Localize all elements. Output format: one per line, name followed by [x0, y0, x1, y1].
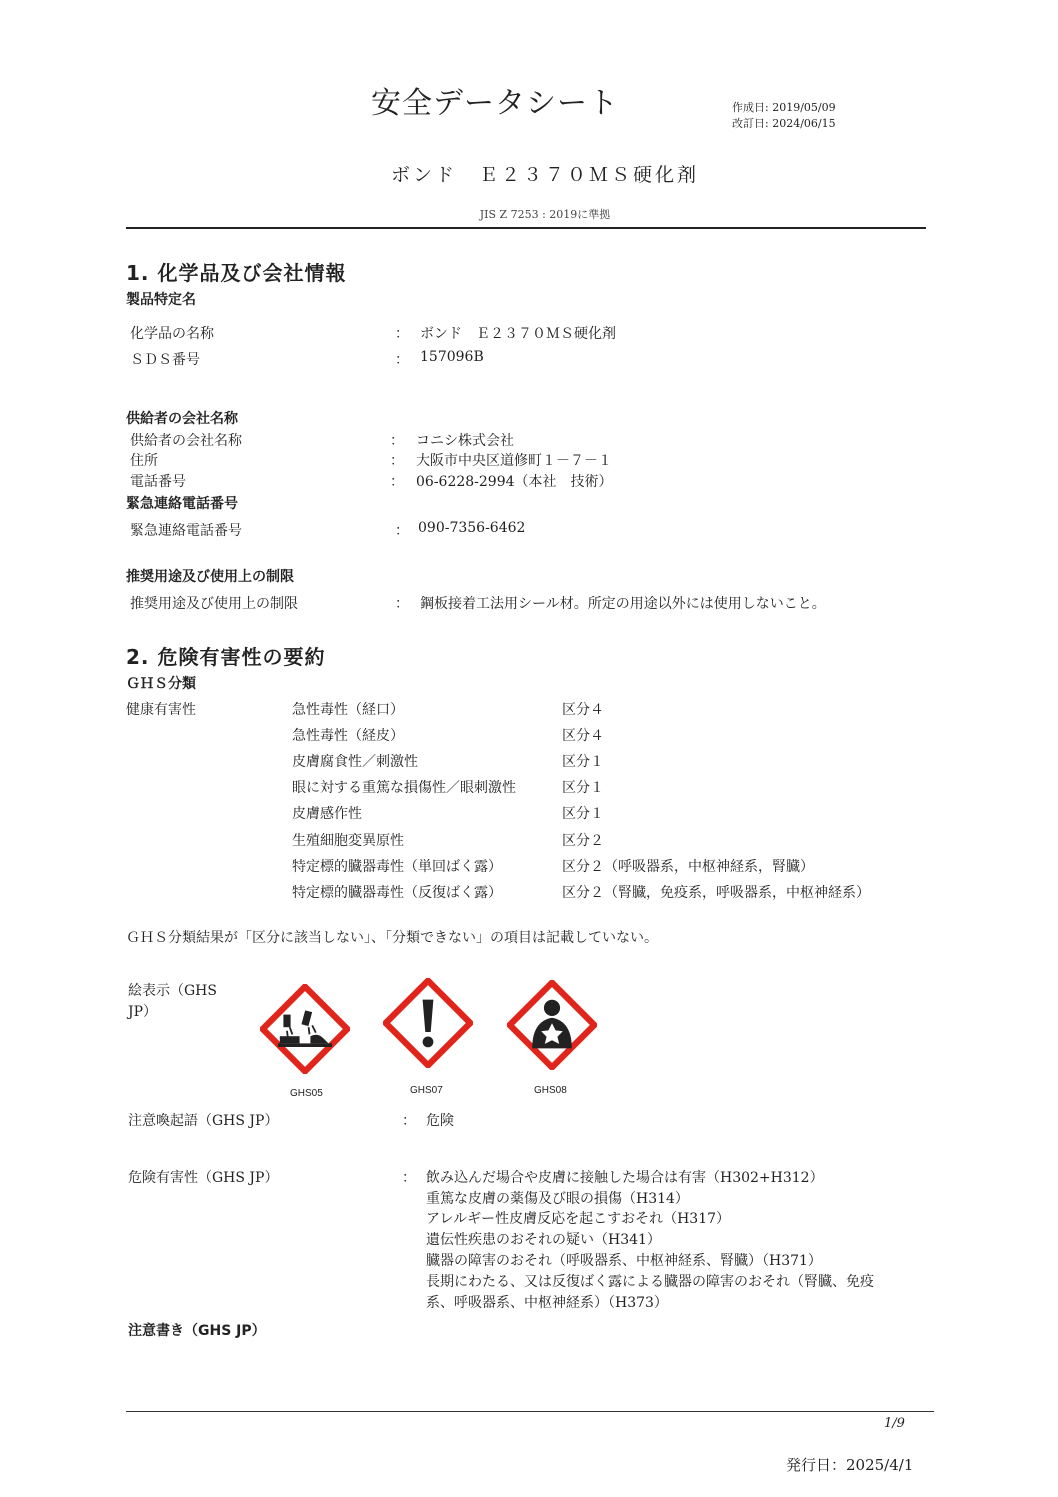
- hazard-class: 特定標的臓器毒性（反復ばく露）: [292, 885, 502, 901]
- hazard-statement: 重篤な皮膚の薬傷及び眼の損傷（H314）: [426, 1191, 689, 1207]
- hazard-category: 区分４: [562, 702, 604, 718]
- classification-note: ＧＨＳ分類結果が「区分に該当しない」、「分類できない」の項目は記載していない。: [126, 930, 658, 946]
- sds-number-label: ＳＤＳ番号: [130, 352, 200, 368]
- colon: ：: [395, 352, 409, 368]
- ghs08-health-hazard-icon: [507, 980, 597, 1070]
- product-name: ボンド Ｅ２３７０ＭＳ硬化剤: [390, 164, 699, 186]
- hazard-class: 急性毒性（経皮）: [292, 728, 404, 744]
- hazard-category: 区分１: [562, 754, 604, 770]
- hazard-class: 眼に対する重篤な損傷性／眼刺激性: [292, 780, 516, 796]
- ghs-classification-heading: ＧＨＳ分類: [126, 676, 196, 692]
- ghs07-label: GHS07: [410, 1085, 443, 1096]
- phone-value: 06-6228-2994（本社 技術）: [416, 474, 613, 490]
- ghs08-label: GHS08: [534, 1085, 567, 1096]
- section-2-heading: 2. 危険有害性の要約: [126, 645, 326, 669]
- supplier-heading: 供給者の会社名称: [126, 411, 238, 427]
- ghs07-exclamation-icon: [383, 978, 473, 1068]
- phone-label: 電話番号: [130, 474, 186, 490]
- hazard-category: 区分２（呼吸器系，中枢神経系，腎臓）: [562, 859, 814, 875]
- created-date: 作成日: 2019/05/09: [732, 101, 836, 114]
- hazard-statement: 系、呼吸器系、中枢神経系）（H373）: [426, 1295, 668, 1311]
- hazard-statements-label: 危険有害性（GHS JP）: [128, 1170, 279, 1186]
- hazard-class: 皮膚腐食性／刺激性: [292, 754, 418, 770]
- ghs05-label: GHS05: [290, 1088, 323, 1099]
- hazard-statement: 長期にわたる、又は反復ばく露による臓器の障害のおそれ（腎臓、免疫: [426, 1274, 874, 1290]
- recommended-use-heading: 推奨用途及び使用上の制限: [126, 569, 294, 585]
- hazard-statement: アレルギー性皮膚反応を起こすおそれ（H317）: [426, 1211, 731, 1227]
- document-title: 安全データシート: [371, 86, 619, 121]
- colon: ：: [395, 326, 409, 342]
- hazard-class: 特定標的臓器毒性（単回ばく露）: [292, 859, 502, 875]
- hazard-class: 急性毒性（経口）: [292, 702, 404, 718]
- pictogram-label: 絵表示（GHS: [128, 983, 217, 999]
- colon: ：: [402, 1170, 416, 1186]
- hazard-category: 区分１: [562, 806, 604, 822]
- section-1-heading: 1. 化学品及び会社情報: [126, 261, 347, 285]
- sds-number-value: 157096B: [420, 349, 484, 365]
- recommended-use-value: 鋼板接着工法用シール材。所定の用途以外には使用しないこと。: [420, 596, 826, 612]
- hazard-category: 区分２（腎臓，免疫系，呼吸器系，中枢神経系）: [562, 885, 870, 901]
- emergency-value: 090-7356-6462: [418, 520, 526, 536]
- supplier-label: 供給者の会社名称: [130, 433, 242, 449]
- emergency-label: 緊急連絡電話番号: [130, 523, 242, 539]
- ghs05-corrosion-icon: [260, 984, 350, 1074]
- recommended-use-label: 推奨用途及び使用上の制限: [130, 596, 298, 612]
- hazard-category: 区分２: [562, 833, 604, 849]
- jis-reference: JIS Z 7253 : 2019に準拠: [479, 208, 611, 221]
- product-identifier-heading: 製品特定名: [126, 292, 196, 308]
- hazard-category: 区分１: [562, 780, 604, 796]
- colon: ：: [390, 474, 404, 490]
- address-value: 大阪市中央区道修町１－７－１: [416, 453, 612, 469]
- address-label: 住所: [130, 453, 158, 469]
- revised-date: 改訂日: 2024/06/15: [732, 117, 836, 130]
- page-number: 1/9: [884, 1416, 905, 1431]
- pictogram-label-cont: JP）: [128, 1004, 158, 1020]
- signal-word-value: 危険: [426, 1113, 454, 1129]
- footer-rule: [126, 1411, 934, 1412]
- hazard-statement: 遺伝性疾患のおそれの疑い（H341）: [426, 1232, 661, 1248]
- issue-date: 発行日：2025/4/1: [786, 1456, 914, 1474]
- dates-block: [732, 100, 836, 132]
- precautionary-statements-heading: 注意書き（GHS JP）: [128, 1323, 266, 1339]
- hazard-class: 皮膚感作性: [292, 806, 362, 822]
- colon: ：: [395, 596, 409, 612]
- chemical-name-label: 化学品の名称: [130, 326, 214, 342]
- header-rule: [126, 227, 926, 229]
- hazard-category: 区分４: [562, 728, 604, 744]
- signal-word-label: 注意喚起語（GHS JP）: [128, 1113, 279, 1129]
- colon: ：: [395, 523, 409, 539]
- colon: ：: [390, 433, 404, 449]
- health-hazard-label: 健康有害性: [126, 702, 196, 718]
- colon: ：: [390, 453, 404, 469]
- hazard-statement: 飲み込んだ場合や皮膚に接触した場合は有害（H302+H312）: [426, 1170, 824, 1186]
- hazard-class: 生殖細胞変異原性: [292, 833, 404, 849]
- chemical-name-value: ボンド Ｅ２３７０ＭＳ硬化剤: [420, 326, 616, 342]
- hazard-statement: 臓器の障害のおそれ（呼吸器系、中枢神経系、腎臓）（H371）: [426, 1253, 822, 1269]
- colon: ：: [402, 1113, 416, 1129]
- supplier-value: コニシ株式会社: [416, 433, 514, 449]
- emergency-heading: 緊急連絡電話番号: [126, 496, 238, 512]
